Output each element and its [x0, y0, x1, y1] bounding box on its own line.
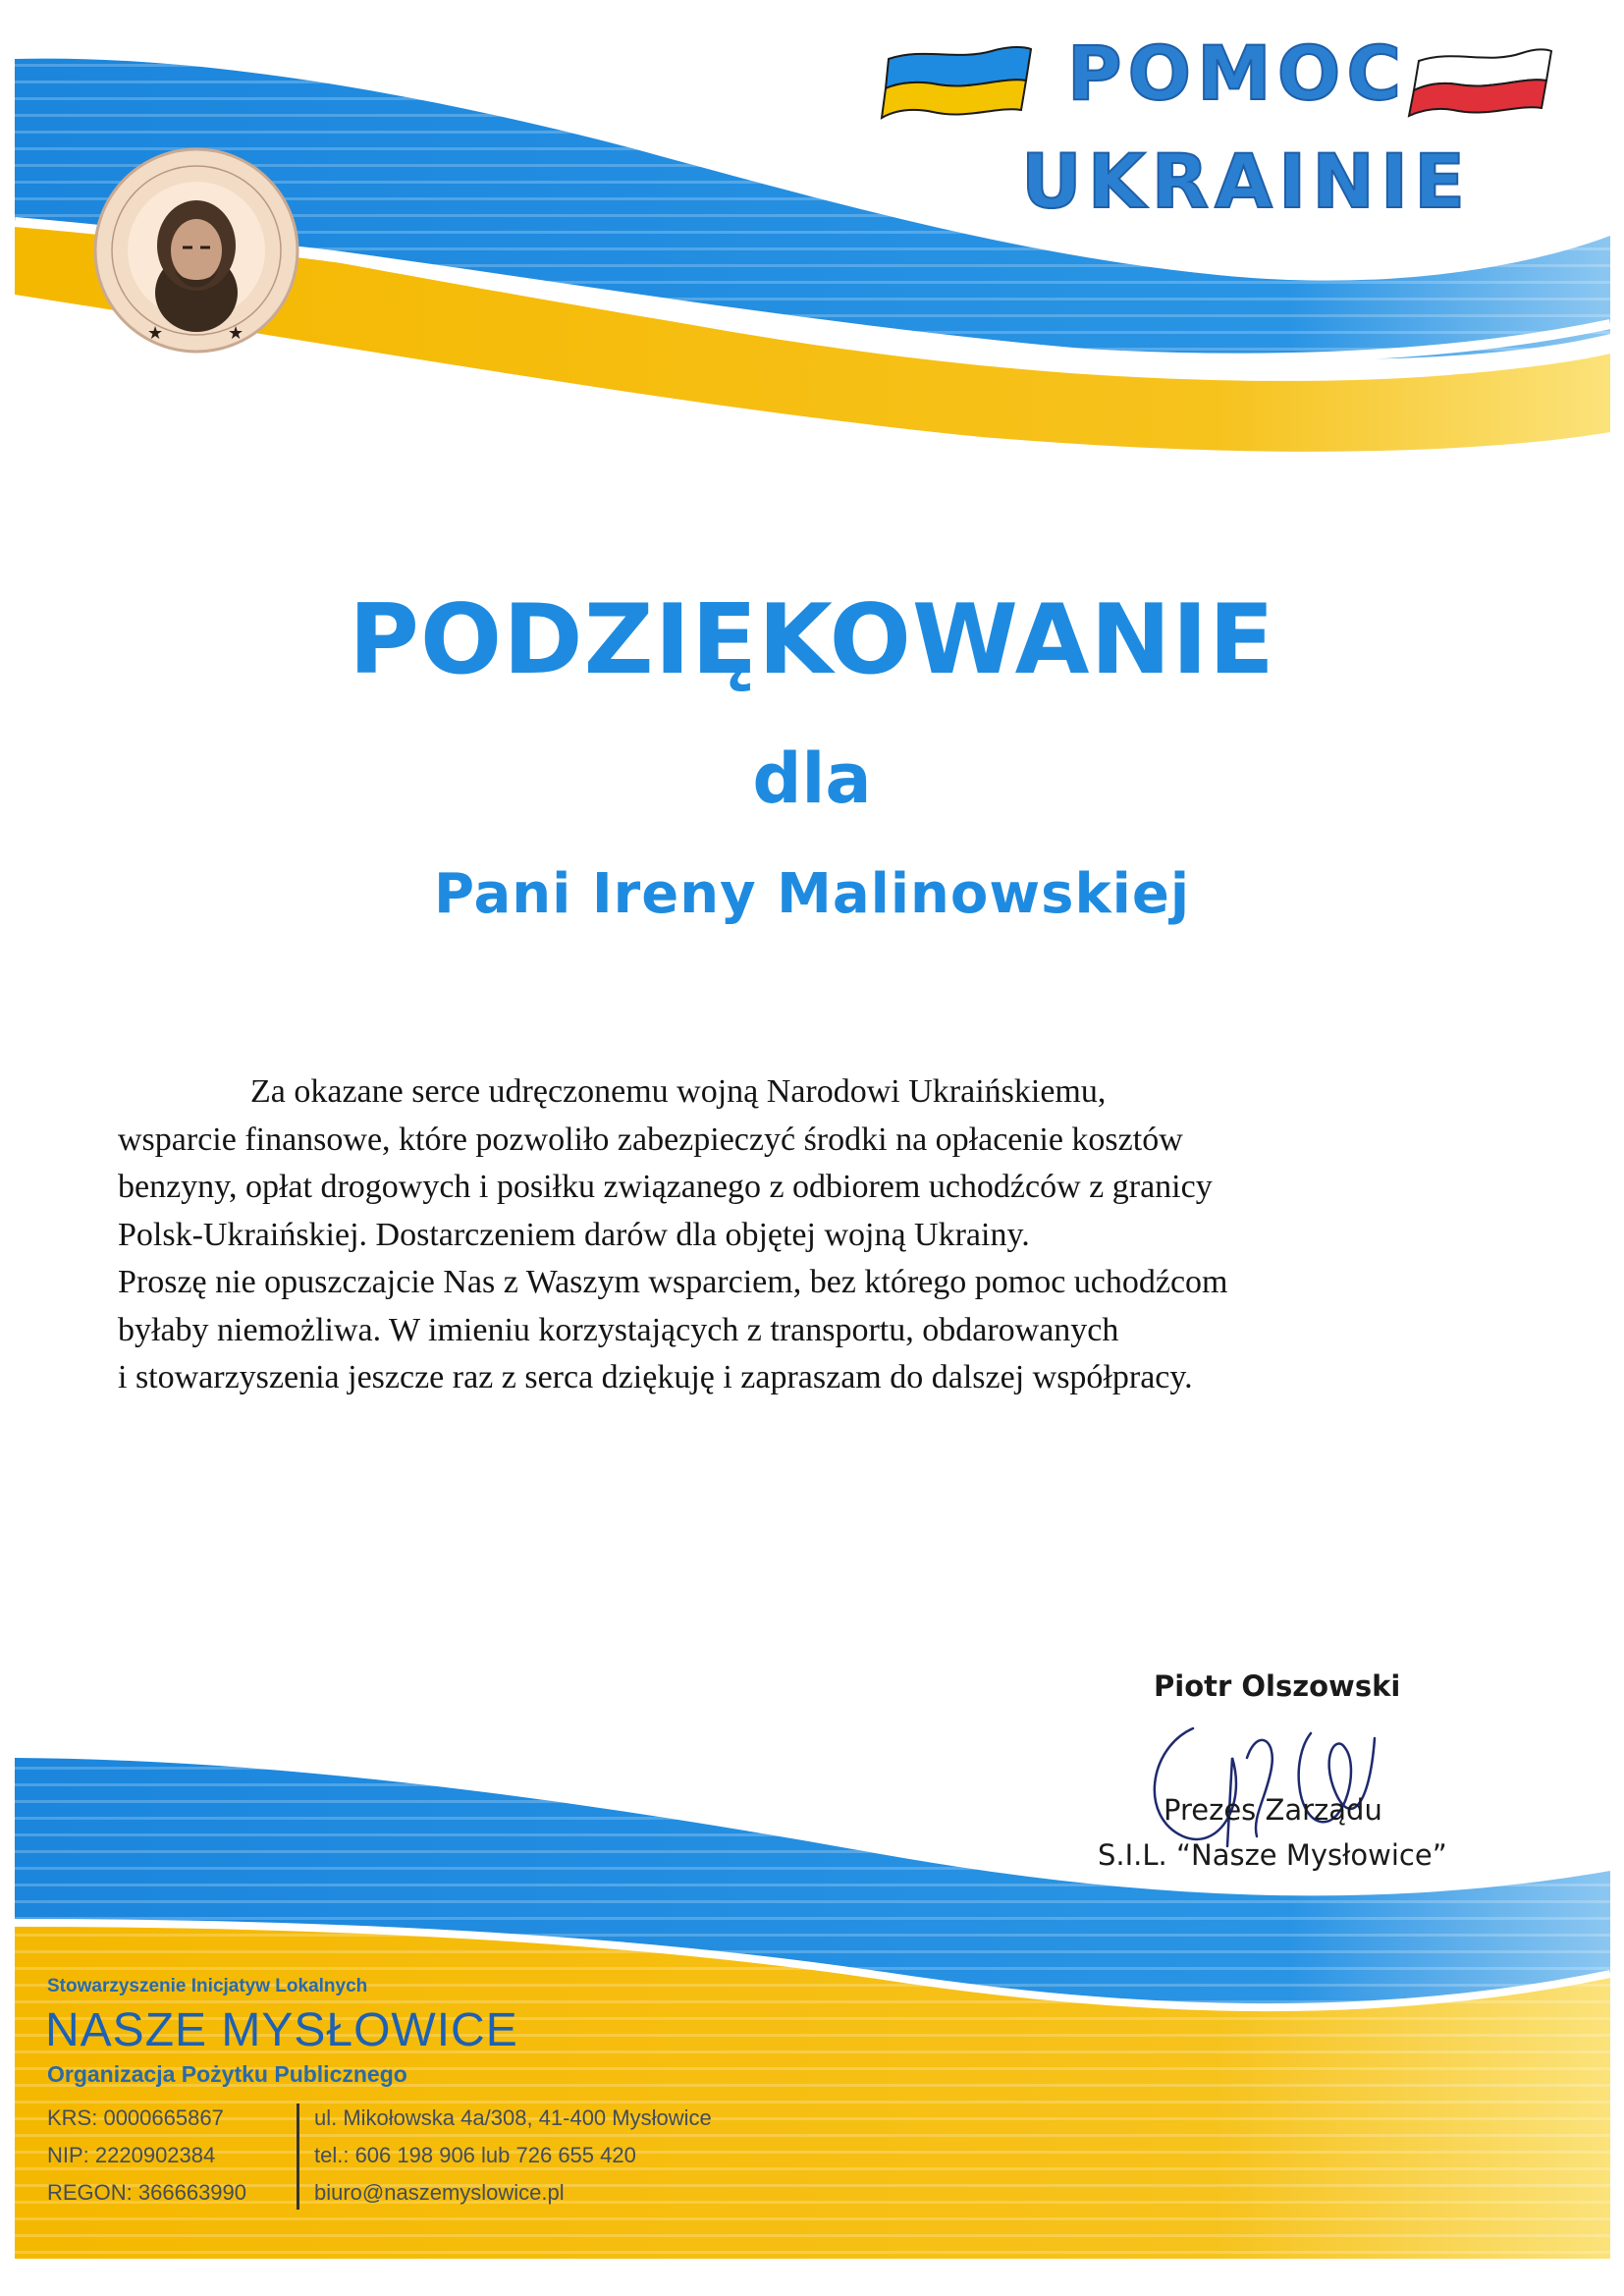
emblem-logo [95, 149, 298, 352]
for-word: dla [752, 738, 872, 819]
signer-role: Prezes Zarządu [1164, 1793, 1382, 1827]
body-line: i stowarzyszenia jeszcze raz z serca dziękuję i zapraszam do dalszej współpracy. [118, 1359, 1193, 1395]
footer-email[interactable]: biuro@naszemyslowice.pl [314, 2180, 565, 2205]
header-title-line2: UKRAINIE [1021, 137, 1472, 225]
body-line: Za okazane serce udręczonemu wojną Narodowi Ukraińskiemu, [250, 1073, 1107, 1110]
body-line: byłaby niemożliwa. W imieniu korzystających z transportu, obdarowanych [118, 1311, 1119, 1348]
svg-text:★: ★ [228, 323, 244, 344]
body-line: Polsk-Ukraińskiej. Dostarczeniem darów dla objętej wojną Ukrainy. [118, 1216, 1030, 1253]
body-line: benzyny, opłat drogowych i posiłku związanego z odbiorem uchodźców z granicy [118, 1169, 1213, 1205]
body-line: Proszę nie opuszczajcie Nas z Waszym wsparciem, bez którego pomoc uchodźcom [118, 1264, 1228, 1300]
ukraine-flag-icon [882, 47, 1031, 118]
body-line: wsparcie finansowe, które pozwoliło zabezpieczyć środki na opłacenie kosztów [118, 1121, 1183, 1158]
recipient-name: Pani Ireny Malinowskiej [433, 862, 1191, 926]
footer-divider [297, 2104, 299, 2210]
footer-regon: REGON: 366663990 [47, 2180, 247, 2205]
signer-organization: S.I.L. “Nasze Mysłowice” [1098, 1838, 1447, 1872]
footer-krs: KRS: 0000665867 [47, 2105, 224, 2130]
footer-org-name: NASZE MYSŁOWICE [45, 2004, 518, 2056]
body-text [118, 1068, 1532, 1402]
signer-name: Piotr Olszowski [1154, 1669, 1401, 1703]
certificate-title: PODZIĘKOWANIE [349, 584, 1275, 696]
footer-org-subtitle: Organizacja Pożytku Publicznego [47, 2061, 407, 2087]
footer-org-small: Stowarzyszenie Inicjatyw Lokalnych [47, 1976, 368, 1996]
footer-phone: tel.: 606 198 906 lub 726 655 420 [314, 2143, 636, 2167]
footer-address: ul. Mikołowska 4a/308, 41-400 Mysłowice [314, 2105, 712, 2130]
svg-text:★: ★ [147, 323, 164, 344]
footer-nip: NIP: 2220902384 [47, 2143, 216, 2167]
header-title-line1: POMOC [1066, 29, 1408, 117]
handwritten-signature [1155, 1728, 1375, 1846]
